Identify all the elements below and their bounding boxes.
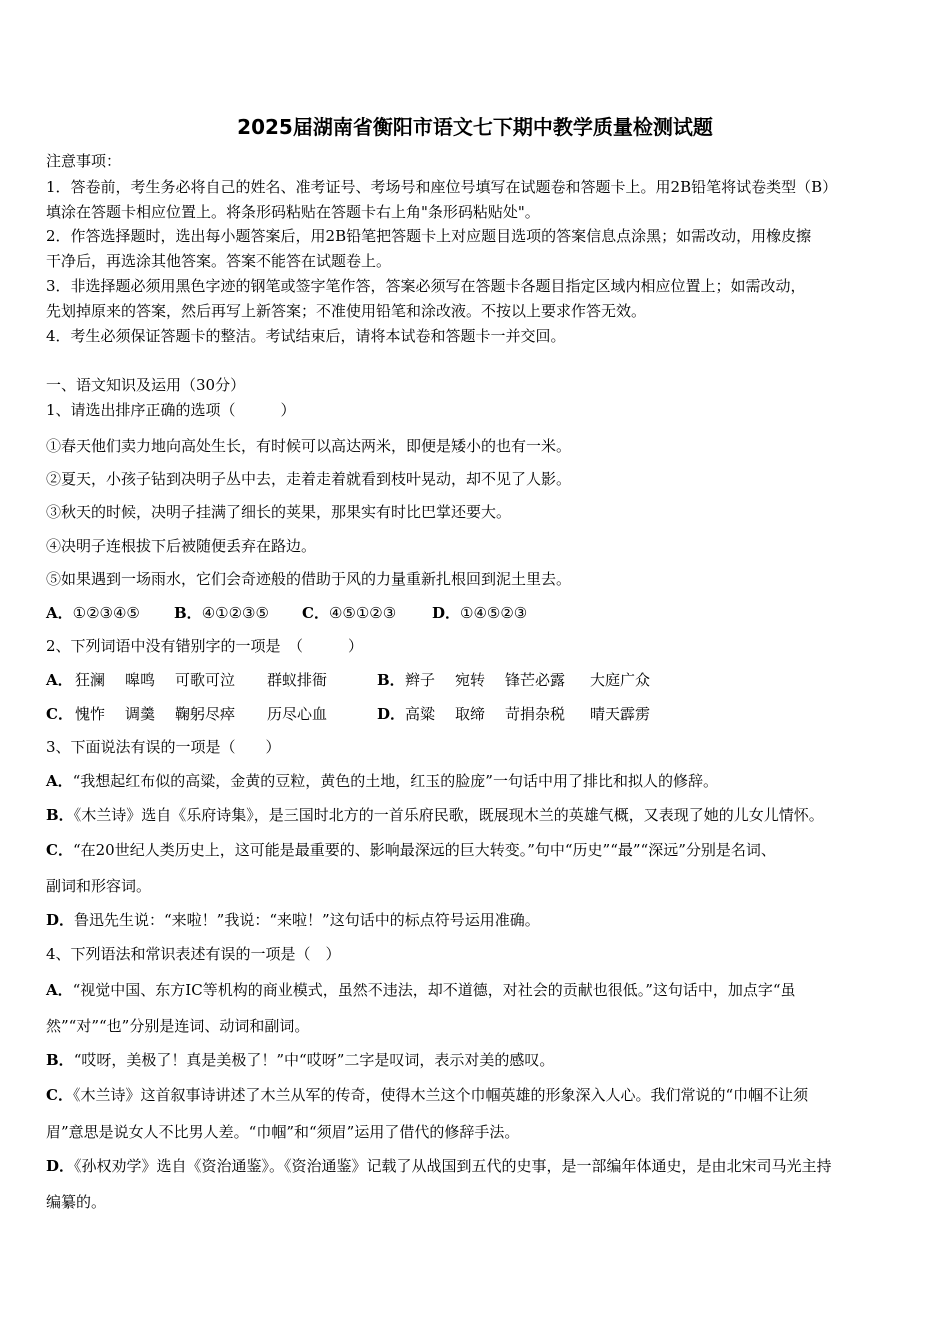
option-label: D． (46, 1157, 75, 1175)
q2-word: 历尽心血 (267, 705, 328, 723)
option-label: B． (377, 671, 405, 689)
q2-word: 辫子 (405, 671, 436, 689)
option-label: D． (432, 604, 461, 622)
q3-option-b (46, 805, 824, 825)
q2-word: 嗥鸣 (125, 671, 156, 689)
q4-option-c-cont: 眉”意思是说女人不比男人差。“巾帼”和“须眉”运用了借代的修辞手法。 (46, 1123, 520, 1141)
q2-option-c (46, 704, 73, 724)
q1-option-a (46, 603, 140, 623)
option-label: C． (46, 841, 73, 859)
q4-option-b (46, 1050, 554, 1070)
option-label: B． (46, 806, 74, 824)
option-label: C． (302, 604, 329, 622)
notice-line: 干净后，再选涂其他答案。答案不能答在试题卷上。 (46, 252, 392, 270)
q2-word: 高粱 (405, 705, 436, 723)
notice-line: 1．答卷前，考生务必将自己的姓名、准考证号、考场号和座位号填写在试题卷和答题卡上。用2B铅笔将试卷类型（B） (46, 178, 838, 196)
section-heading: 一、语文知识及运用（30分） (46, 376, 246, 394)
option-text: 《木兰诗》这首叙事诗讲述了木兰从军的传奇，使得木兰这个巾帼英雄的形象深入人心。我们常说的“巾帼不让须 (72, 1086, 809, 1104)
notice-line: 2．作答选择题时，选出每小题答案后，用2B铅笔把答题卡上对应题目选项的答案信息点涂黑；如需改动，用橡皮擦 (46, 227, 812, 245)
notice-line: 填涂在答题卡相应位置上。将条形码粘贴在答题卡右上角"条形码粘贴处"。 (46, 203, 540, 221)
option-label: B． (174, 604, 202, 622)
q2-word: 群蚁排衙 (267, 671, 328, 689)
option-text: 《孙权劝学》选自《资治通鉴》。《资治通鉴》记载了从战国到五代的史事，是一部编年体通史，是由北宋司马光主持 (74, 1157, 832, 1175)
option-text: “在20世纪人类历史上，这可能是最重要的、影响最深远的巨大转变。”句中“历史”“最”“深远”分别是名词、 (72, 841, 776, 859)
question-4-stem: 4、下列语法和常识表述有误的一项是（ ） (46, 945, 341, 963)
page-title: 2025届湖南省衡阳市语文七下期中教学质量检测试题 (237, 115, 713, 139)
q2-word: 苛捐杂税 (505, 705, 566, 723)
notice-line: 4．考生必须保证答题卡的整洁。考试结束后，请将本试卷和答题卡一并交回。 (46, 327, 566, 345)
option-label: C． (46, 1086, 73, 1104)
q1-item: ④决明子连根拔下后被随便丢弃在路边。 (46, 537, 317, 555)
option-text: 鲁迅先生说：“来啦！”我说：“来啦！”这句话中的标点符号运用准确。 (74, 911, 540, 929)
q2-word: 大庭广众 (590, 671, 651, 689)
q3-option-c (46, 840, 776, 860)
q2-word: 狂澜 (75, 671, 106, 689)
notice-heading: 注意事项： (46, 152, 122, 170)
option-text: “我想起红布似的高粱，金黄的豆粒，黄色的土地，红玉的脸庞”一句话中用了排比和拟人的修辞。 (72, 772, 718, 790)
q4-option-d-cont: 编纂的。 (46, 1193, 107, 1211)
q3-option-d (46, 910, 540, 930)
q2-word: 调羹 (125, 705, 156, 723)
notice-line: 3．非选择题必须用黑色字迹的钢笔或签字笔作答，答案必须写在答题卡各题目指定区域内相应位置上；如需改动， (46, 277, 806, 295)
option-label: D． (377, 705, 406, 723)
option-text: “哎呀，美极了！真是美极了！”中“哎呀”二字是叹词，表示对美的感叹。 (73, 1051, 555, 1069)
q4-option-a (46, 980, 796, 1000)
option-label: A． (46, 981, 73, 999)
option-label: A． (46, 604, 73, 622)
option-text: 《木兰诗》选自《乐府诗集》，是三国时北方的一首乐府民歌，既展现木兰的英雄气概，又表现了她的儿女儿情怀。 (73, 806, 824, 824)
option-label: A． (46, 772, 73, 790)
option-text: ④①②③⑤ (201, 604, 269, 622)
q4-option-c (46, 1085, 808, 1105)
q1-item: ③秋天的时候，决明子挂满了细长的荚果，那果实有时比巴掌还要大。 (46, 503, 512, 521)
option-label: D． (46, 911, 75, 929)
q2-option-a (46, 670, 73, 690)
q3-option-a (46, 771, 718, 791)
q2-word: 愧怍 (75, 705, 106, 723)
question-1-stem: 1、请选出排序正确的选项（ ） (46, 401, 296, 419)
q2-word: 取缔 (455, 705, 486, 723)
question-2-stem: 2、下列词语中没有错别字的一项是 （ ） (46, 637, 364, 655)
q2-word: 可歌可泣 (175, 671, 236, 689)
notice-line: 先划掉原来的答案，然后再写上新答案；不准使用铅笔和涂改液。不按以上要求作答无效。 (46, 302, 647, 320)
option-label: A． (46, 671, 73, 689)
q2-option-b (377, 670, 405, 690)
question-3-stem: 3、下面说法有误的一项是（ ） (46, 738, 281, 756)
option-label: C． (46, 705, 73, 723)
q4-option-a-cont: 然”“对”“也”分别是连词、动词和副词。 (46, 1017, 310, 1035)
option-text: ①②③④⑤ (72, 604, 140, 622)
q1-option-d (432, 603, 527, 623)
q2-word: 鞠躬尽瘁 (175, 705, 236, 723)
q1-item: ②夏天，小孩子钻到决明子丛中去，走着走着就看到枝叶晃动，却不见了人影。 (46, 470, 572, 488)
q4-option-d (46, 1156, 832, 1176)
q1-option-c (302, 603, 396, 623)
q2-option-d (377, 704, 405, 724)
option-text: “视觉中国、东方IC等机构的商业模式，虽然不违法，却不道德，对社会的贡献也很低。”这句话中，加点字“虽 (72, 981, 796, 999)
q1-item: ⑤如果遇到一场雨水，它们会奇迹般的借助于风的力量重新扎根回到泥土里去。 (46, 570, 572, 588)
option-text: ④⑤①②③ (328, 604, 397, 622)
option-text: ①④⑤②③ (460, 604, 528, 622)
q1-option-b (174, 603, 269, 623)
q3-option-c-cont: 副词和形容词。 (46, 877, 152, 895)
q2-word: 晴天霹雳 (590, 705, 651, 723)
q2-word: 宛转 (455, 671, 486, 689)
q1-item: ①春天他们卖力地向高处生长，有时候可以高达两米，即便是矮小的也有一米。 (46, 437, 572, 455)
option-label: B． (46, 1051, 74, 1069)
q2-word: 锋芒必露 (505, 671, 566, 689)
